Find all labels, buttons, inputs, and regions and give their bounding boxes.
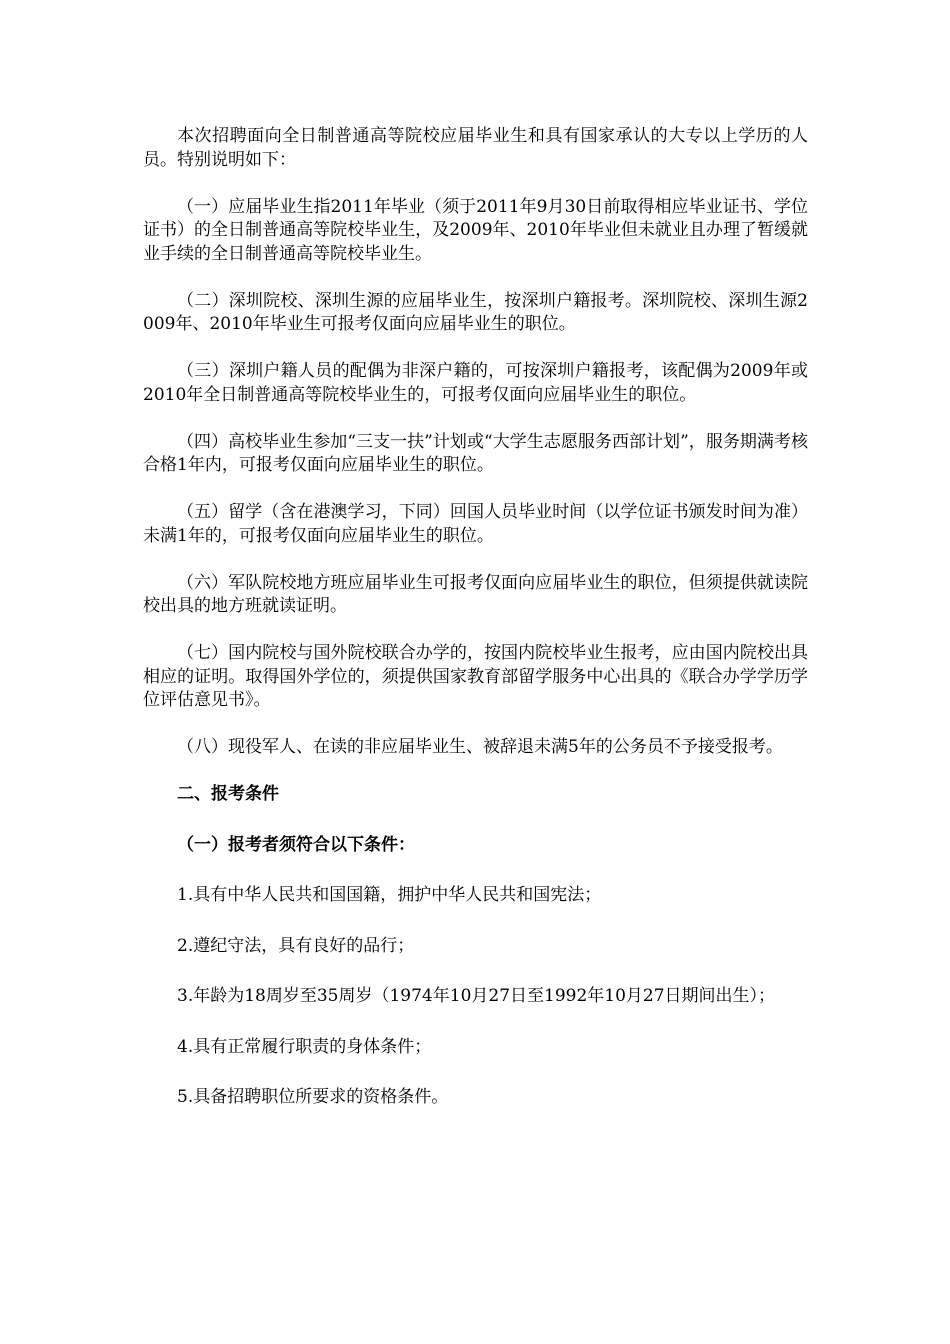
condition-item-1: 1.具有中华人民共和国国籍，拥护中华人民共和国宪法；	[177, 885, 602, 905]
note-paragraph-6: （六）军队院校地方班应届毕业生可报考仅面向应届毕业生的职位，但须提供就读院校出具的地方班就读证明。	[143, 572, 808, 616]
note-paragraph-2: （二）深圳院校、深圳生源的应届毕业生，按深圳户籍报考。深圳院校、深圳生源2009年、2010年毕业生可报考仅面向应届毕业生的职位。	[143, 290, 808, 334]
note-paragraph-3: （三）深圳户籍人员的配偶为非深户籍的，可按深圳户籍报考，该配偶为2009年或2010年全日制普通高等院校毕业生的，可报考仅面向应届毕业生的职位。	[143, 361, 808, 405]
intro-paragraph: 本次招聘面向全日制普通高等院校应届毕业生和具有国家承认的大专以上学历的人员。特别说明如下：	[143, 126, 808, 170]
condition-item-4: 4.具有正常履行职责的身体条件；	[177, 1036, 432, 1057]
condition-item-5: 5.具备招聘职位所要求的资格条件。	[177, 1087, 449, 1107]
note-paragraph-5: （五）留学（含在港澳学习，下同）回国人员毕业时间（以学位证书颁发时间为准）未满1年的，可报考仅面向应届毕业生的职位。	[143, 502, 808, 546]
document-body	[143, 125, 808, 1137]
note-paragraph-7: （七）国内院校与国外院校联合办学的，按国内院校毕业生报考，应由国内院校出具相应的证明。取得国外学位的，须提供国家教育部留学服务中心出具的《联合办学学历学位评估意见书》。	[143, 643, 808, 710]
note-paragraph-4: （四）高校毕业生参加“三支一扶”计划或“大学生志愿服务西部计划”，服务期满考核合格1年内，可报考仅面向应届毕业生的职位。	[143, 431, 808, 475]
note-paragraph-1: （一）应届毕业生指2011年毕业（须于2011年9月30日前取得相应毕业证书、学位证书）的全日制普通高等院校毕业生，及2009年、2010年毕业但未就业且办理了暂缓就业手续的全日制普通高等院校毕业生。	[143, 196, 808, 264]
condition-item-2: 2.遵纪守法，具有良好的品行；	[177, 935, 415, 956]
note-paragraph-8: （八）现役军人、在读的非应届毕业生、被辞退未满5年的公务员不予接受报考。	[177, 737, 783, 757]
section-heading: 二、报考条件	[177, 784, 279, 804]
condition-item-3: 3.年龄为18周岁至35周岁（1974年10月27日至1992年10月27日期间出生）；	[177, 986, 776, 1006]
subsection-heading: （一）报考者须符合以下条件：	[177, 834, 415, 855]
